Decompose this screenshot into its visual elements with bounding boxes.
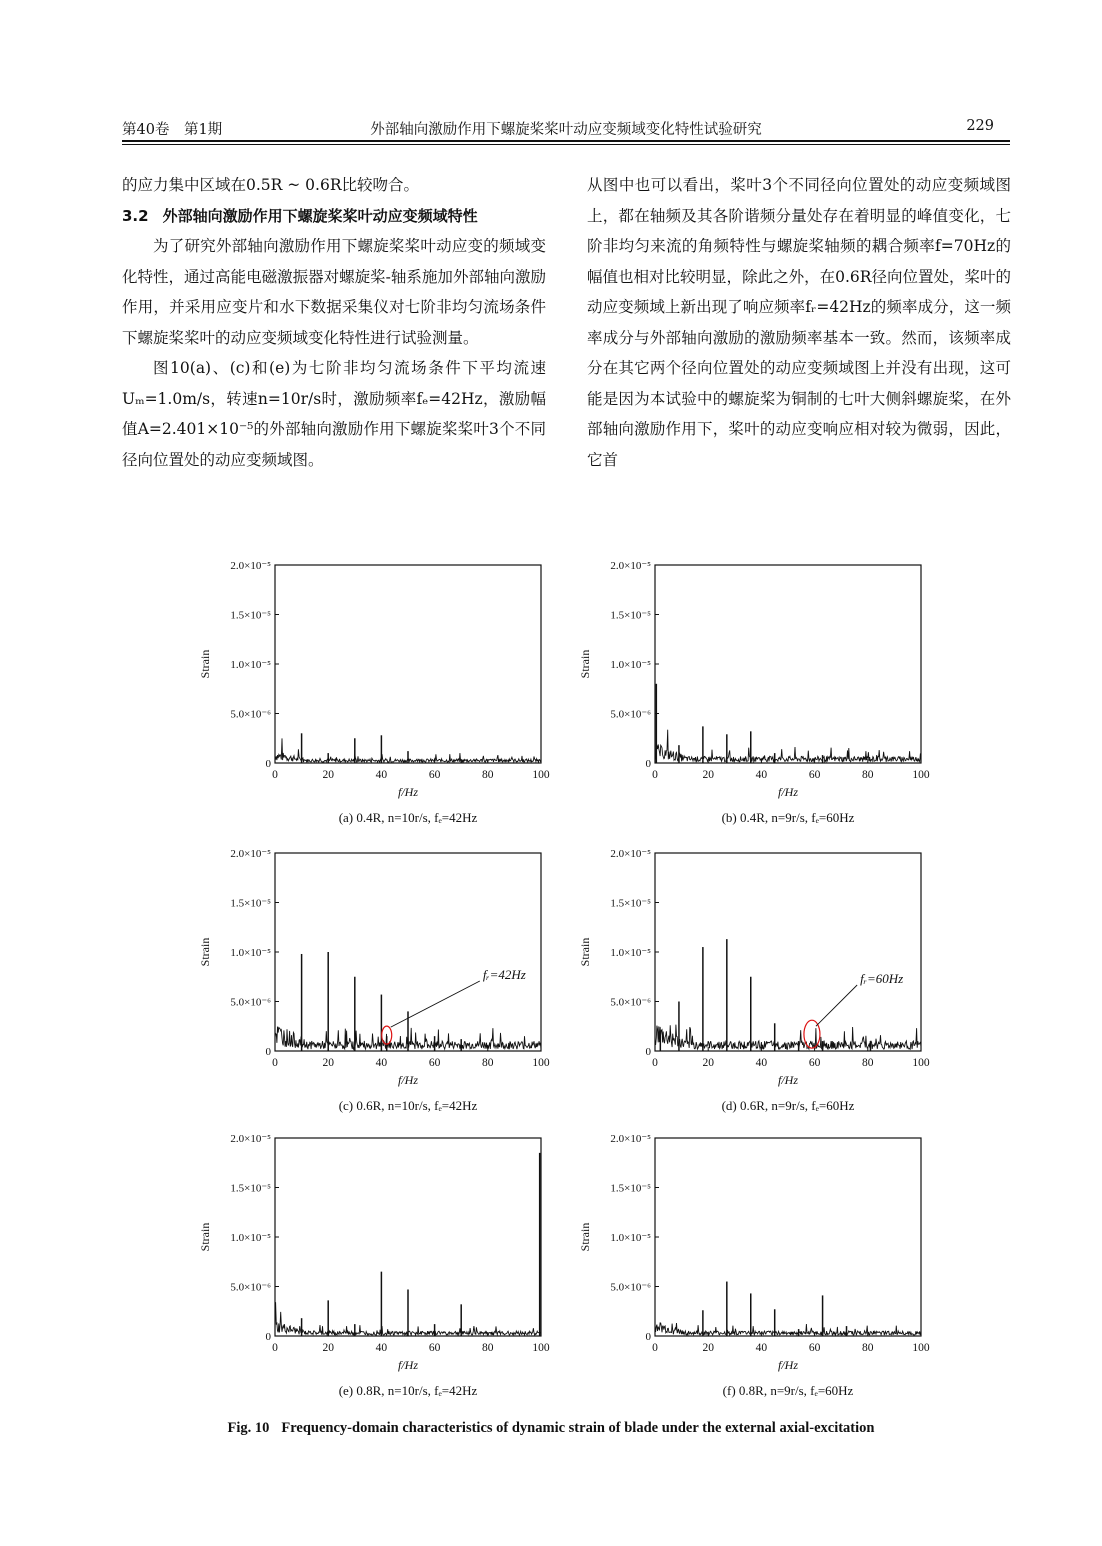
x-tick-label: 60 — [428, 1057, 441, 1069]
x-tick-label: 0 — [652, 1057, 658, 1069]
paragraph-continued: 的应力集中区域在0.5R ~ 0.6R比较吻合。 — [122, 176, 419, 194]
plot-frame — [655, 853, 921, 1051]
annotation-leader — [391, 981, 480, 1027]
y-tick-label: 0 — [265, 1331, 271, 1343]
panel-caption: (d) 0.6R, n=9r/s, fₑ=60Hz — [721, 1098, 855, 1113]
x-tick-label: 40 — [755, 769, 768, 781]
y-tick-label: 1.0×10⁻⁵ — [610, 947, 651, 959]
x-tick-label: 100 — [532, 1342, 550, 1354]
y-tick-label: 1.0×10⁻⁵ — [610, 1232, 651, 1244]
paragraph-discussion: 从图中也可以看出，桨叶3个不同径向位置处的动应变频域图上，都在轴频及其各阶谐频分量处存在着明显的峰值变化，七阶非均匀来流的角频特性与螺旋桨轴频的耦合频率f=70Hz的幅值也相对比较明显，除此之外，在0.6R径向位置处，桨叶的动应变频域上新出现了响应频率fᵣ=42Hz的频率成分，这一频率成分与外部轴向激励的激励频率基本一致。然而，该频率成分在其它两个径向位置处的动应变频域图上并没有出现，这可能是因为本试验中的螺旋桨为铜制的七叶大侧斜螺旋桨，在外部轴向激励作用下，桨叶的动应变响应相对较为微弱，因此，它首 — [587, 176, 1011, 469]
running-title: 外部轴向激励作用下螺旋桨桨叶动应变频域变化特性试验研究 — [370, 122, 762, 138]
x-tick-label: 20 — [322, 1342, 334, 1354]
x-tick-label: 60 — [428, 1342, 441, 1354]
y-tick-label: 5.0×10⁻⁶ — [610, 708, 651, 721]
figure-label: Fig. 10 — [227, 1420, 270, 1436]
x-tick-label: 100 — [912, 769, 930, 781]
y-tick-label: 5.0×10⁻⁶ — [230, 1281, 271, 1294]
y-axis-label: Strain — [578, 649, 592, 679]
annotation-leader — [816, 985, 857, 1026]
y-tick-label: 1.5×10⁻⁵ — [230, 897, 271, 910]
x-axis-label: f/Hz — [397, 1358, 419, 1372]
y-tick-label: 1.0×10⁻⁵ — [230, 947, 271, 959]
y-tick-label: 0 — [265, 758, 271, 770]
y-tick-label: 1.0×10⁻⁵ — [230, 659, 271, 671]
x-axis-label: f/Hz — [777, 1073, 799, 1087]
x-tick-label: 0 — [652, 769, 658, 781]
x-tick-label: 0 — [272, 1057, 278, 1069]
y-tick-label: 1.0×10⁻⁵ — [610, 659, 651, 671]
y-tick-label: 2.0×10⁻⁵ — [230, 848, 271, 860]
y-tick-label: 2.0×10⁻⁵ — [230, 560, 271, 572]
x-tick-label: 20 — [702, 769, 714, 781]
spectrum-noise-trace — [655, 730, 921, 762]
x-tick-label: 100 — [532, 1057, 550, 1069]
annotation-label: fᵣ=60Hz — [860, 971, 904, 986]
y-tick-label: 2.0×10⁻⁵ — [610, 560, 651, 572]
x-tick-label: 80 — [482, 1342, 494, 1354]
plot-frame — [275, 565, 541, 763]
x-tick-label: 0 — [652, 1342, 658, 1354]
y-tick-label: 0 — [645, 758, 651, 770]
y-tick-label: 1.5×10⁻⁵ — [610, 609, 651, 622]
x-tick-label: 40 — [375, 1057, 388, 1069]
panel-caption: (f) 0.8R, n=9r/s, fₑ=60Hz — [722, 1383, 854, 1398]
y-tick-label: 0 — [645, 1046, 651, 1058]
y-tick-label: 1.5×10⁻⁵ — [610, 897, 651, 910]
x-tick-label: 100 — [912, 1057, 930, 1069]
x-tick-label: 40 — [755, 1057, 768, 1069]
x-tick-label: 0 — [272, 1342, 278, 1354]
page-number: 229 — [966, 118, 994, 134]
paragraph-method: 为了研究外部轴向激励作用下螺旋桨桨叶动应变的频域变化特性，通过高能电磁激振器对螺旋桨-轴系施加外部轴向激励作用，并采用应变片和水下数据采集仪对七阶非均匀流场条件下螺旋桨桨叶的动应变频域变化特性进行试验测量。 — [122, 237, 546, 347]
y-tick-label: 1.5×10⁻⁵ — [230, 1182, 271, 1195]
y-tick-label: 5.0×10⁻⁶ — [230, 708, 271, 721]
panel-caption: (c) 0.6R, n=10r/s, fₑ=42Hz — [338, 1098, 478, 1113]
y-axis-label: Strain — [578, 937, 592, 967]
y-tick-label: 2.0×10⁻⁵ — [610, 1133, 651, 1145]
x-tick-label: 80 — [482, 769, 494, 781]
x-tick-label: 40 — [375, 1342, 388, 1354]
y-tick-label: 5.0×10⁻⁶ — [230, 996, 271, 1009]
x-tick-label: 20 — [702, 1057, 714, 1069]
spectrum-noise-trace — [655, 1025, 921, 1050]
journal-volume: 第40卷 第1期 — [122, 122, 223, 138]
x-tick-label: 0 — [272, 769, 278, 781]
x-tick-label: 60 — [808, 1342, 821, 1354]
y-axis-label: Strain — [578, 1222, 592, 1252]
x-tick-label: 100 — [532, 769, 550, 781]
x-tick-label: 100 — [912, 1342, 930, 1354]
x-tick-label: 20 — [702, 1342, 714, 1354]
x-tick-label: 80 — [862, 1057, 874, 1069]
y-tick-label: 1.0×10⁻⁵ — [230, 1232, 271, 1244]
x-tick-label: 80 — [862, 1342, 874, 1354]
y-axis-label: Strain — [198, 1222, 212, 1252]
plot-frame — [655, 565, 921, 763]
y-tick-label: 0 — [645, 1331, 651, 1343]
y-tick-label: 1.5×10⁻⁵ — [230, 609, 271, 622]
chart-panel-b — [578, 560, 930, 825]
annotation-label: fᵣ=42Hz — [482, 967, 526, 982]
x-axis-label: f/Hz — [397, 785, 419, 799]
chart-panel-c — [198, 848, 550, 1113]
x-tick-label: 40 — [755, 1342, 768, 1354]
chart-panel-a — [198, 560, 550, 825]
panel-caption: (e) 0.8R, n=10r/s, fₑ=42Hz — [338, 1383, 478, 1398]
panel-caption: (b) 0.4R, n=9r/s, fₑ=60Hz — [721, 810, 855, 825]
paragraph-figure-ref: 图10(a)、(c)和(e)为七阶非均匀流场条件下平均流速Uₘ=1.0m/s，转速n=10r/s时，激励频率fₑ=42Hz，激励幅值A=2.401×10⁻⁵的外部轴向激励作用下螺旋桨桨叶3个不同径向位置处的动应变频域图。 — [122, 359, 546, 469]
spectrum-noise-trace — [655, 1323, 921, 1335]
y-tick-label: 5.0×10⁻⁶ — [610, 1281, 651, 1294]
chart-panel-e — [198, 1133, 550, 1398]
section-title: 外部轴向激励作用下螺旋桨桨叶动应变频域特性 — [162, 206, 478, 225]
x-tick-label: 60 — [808, 1057, 821, 1069]
y-tick-label: 1.5×10⁻⁵ — [610, 1182, 651, 1195]
figure-caption-text: Frequency-domain characteristics of dynamic strain of blade under the external axial-excitation — [281, 1420, 875, 1436]
x-tick-label: 20 — [322, 1057, 334, 1069]
chart-panel-f — [578, 1133, 930, 1398]
x-tick-label: 60 — [808, 769, 821, 781]
y-tick-label: 5.0×10⁻⁶ — [610, 996, 651, 1009]
section-number: 3.2 — [122, 206, 149, 225]
x-tick-label: 60 — [428, 769, 441, 781]
y-tick-label: 2.0×10⁻⁵ — [230, 1133, 271, 1145]
x-tick-label: 80 — [862, 769, 874, 781]
panel-caption: (a) 0.4R, n=10r/s, fₑ=42Hz — [338, 810, 478, 825]
x-tick-label: 80 — [482, 1057, 494, 1069]
x-axis-label: f/Hz — [777, 785, 799, 799]
y-axis-label: Strain — [198, 937, 212, 967]
x-axis-label: f/Hz — [397, 1073, 419, 1087]
chart-panel-d — [578, 848, 930, 1113]
x-tick-label: 20 — [322, 769, 334, 781]
y-tick-label: 0 — [265, 1046, 271, 1058]
x-tick-label: 40 — [375, 769, 388, 781]
figure-caption — [0, 1420, 1102, 1437]
y-tick-label: 2.0×10⁻⁵ — [610, 848, 651, 860]
plot-frame — [655, 1138, 921, 1336]
y-axis-label: Strain — [198, 649, 212, 679]
x-axis-label: f/Hz — [777, 1358, 799, 1372]
